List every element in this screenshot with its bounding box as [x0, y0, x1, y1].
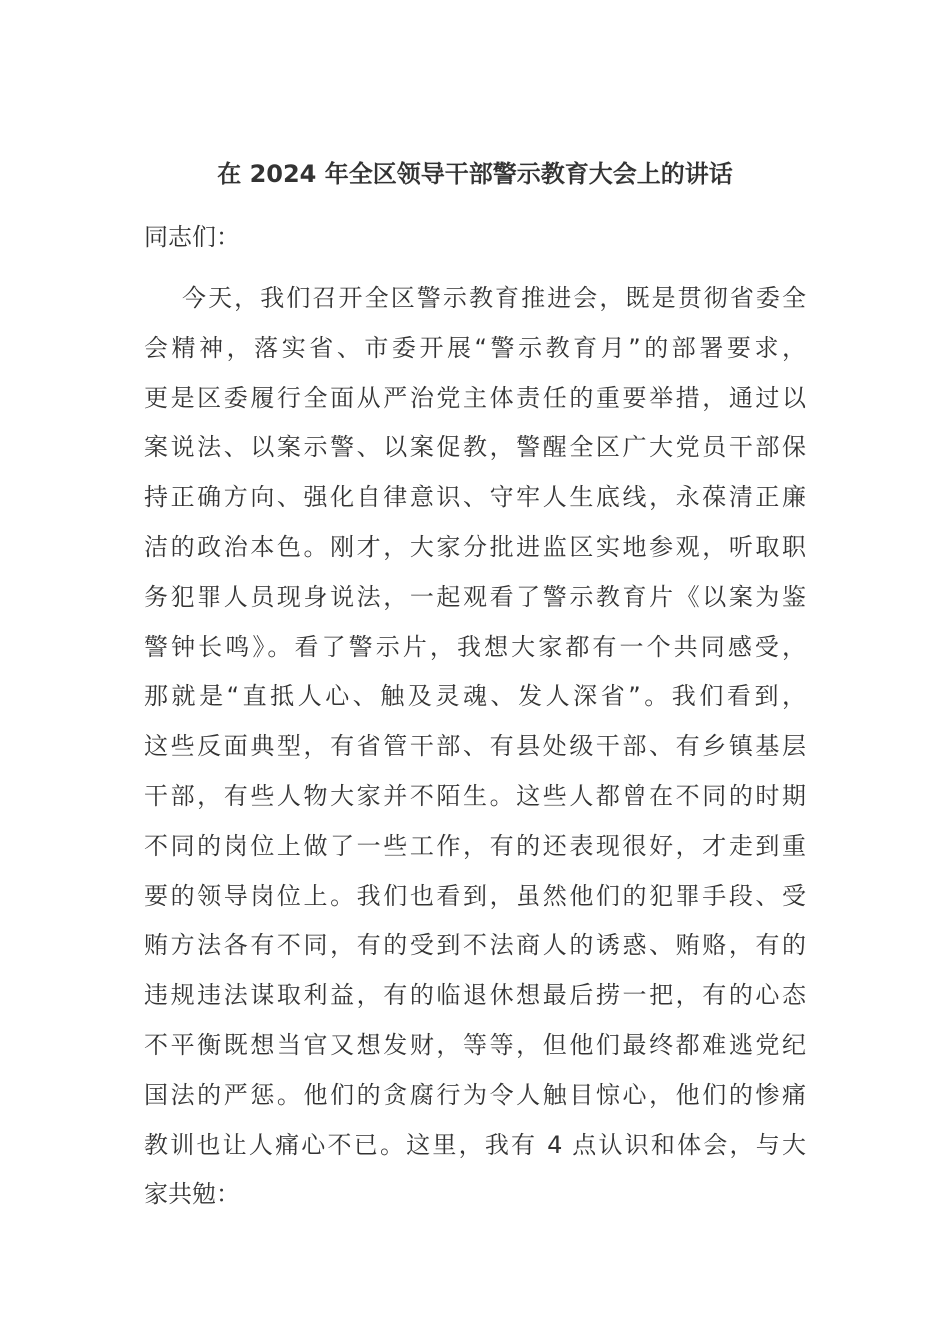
- paragraph-line: 国法的严惩。他们的贪腐行为令人触目惊心，他们的惨痛: [144, 1080, 806, 1109]
- paragraph-line: 那就是“直抵人心、触及灵魂、发人深省”。我们看到，: [144, 682, 806, 711]
- paragraph-line: 不同的岗位上做了一些工作，有的还表现很好，才走到重: [144, 831, 806, 860]
- document-title: 在 2024 年全区领导干部警示教育大会上的讲话: [217, 160, 733, 188]
- paragraph-line: 干部，有些人物大家并不陌生。这些人都曾在不同的时期: [144, 781, 806, 810]
- salutation: 同志们：: [144, 223, 240, 251]
- paragraph-line: 不平衡既想当官又想发财，等等，但他们最终都难逃党纪: [144, 1030, 806, 1059]
- paragraph-line: 更是区委履行全面从严治党主体责任的重要举措，通过以: [144, 383, 806, 412]
- paragraph-line: 今天，我们召开全区警示教育推进会，既是贯彻省委全: [182, 284, 806, 312]
- paragraph-line: 持正确方向、强化自律意识、守牢人生底线，永葆清正廉: [144, 483, 806, 512]
- paragraph-line: 会精神，落实省、市委开展“警示教育月”的部署要求，: [144, 333, 806, 362]
- paragraph-line: 这些反面典型，有省管干部、有县处级干部、有乡镇基层: [144, 732, 806, 761]
- paragraph-line: 贿方法各有不同，有的受到不法商人的诱惑、贿赂，有的: [144, 931, 806, 960]
- speech-paragraph: [144, 280, 806, 1226]
- paragraph-line: 洁的政治本色。刚才，大家分批进监区实地参观，听取职: [144, 532, 806, 561]
- paragraph-line: 教训也让人痛心不已。这里，我有 4 点认识和体会，与大: [144, 1130, 806, 1159]
- paragraph-line: 要的领导岗位上。我们也看到，虽然他们的犯罪手段、受: [144, 881, 806, 910]
- paragraph-line: 务犯罪人员现身说法，一起观看了警示教育片《以案为鉴: [144, 582, 806, 611]
- paragraph-line: 案说法、以案示警、以案促教，警醒全区广大党员干部保: [144, 433, 806, 462]
- paragraph-line: 违规违法谋取利益，有的临退休想最后捞一把，有的心态: [144, 981, 806, 1010]
- paragraph-line: 家共勉：: [144, 1180, 240, 1209]
- paragraph-line: 警钟长鸣》。看了警示片，我想大家都有一个共同感受，: [144, 632, 806, 661]
